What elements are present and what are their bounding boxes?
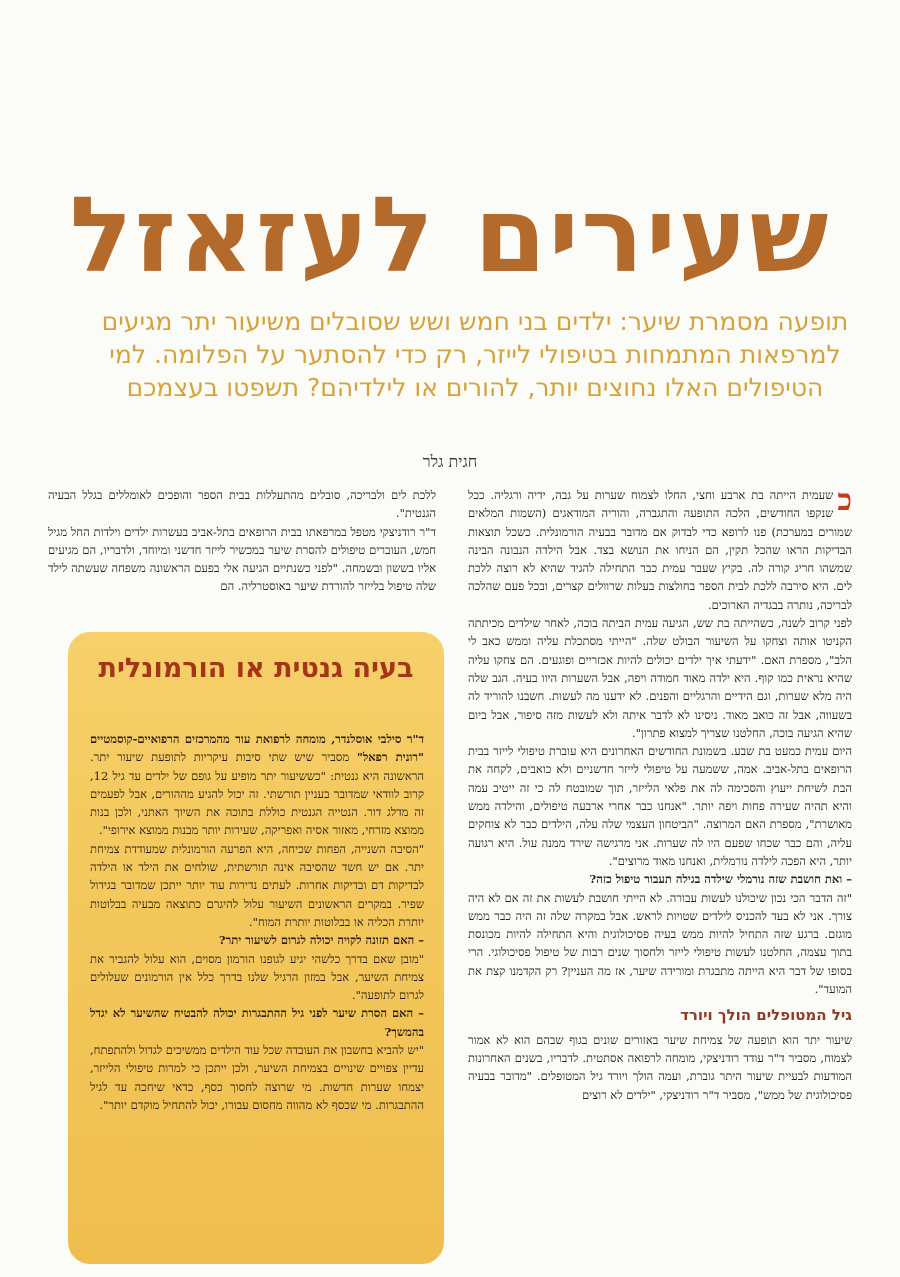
paragraph: "זה הדבר הכי נכון שיכולנו לעשות עבורה. לא הייתי חושבת לעשות את זה אם לא היה צורך. אני לא בעד להכניס לילדים שטויות לראש. אבל במקרה שלה זה היה כבר ממש מוגזם. ברגע שזה התחיל להיות ממש בעיה פסיכולוגית והיא התחילה להיות מכונסת בתוך עצמה, החלטנו לעשות טיפולי לייזר ולחסוך שנים רבות של טיפול פסיכולוגי. הרי בסופו של דבר היא הייתה מתבגרת ומורידה שיער, אז מה העניין? רק הקדמנו קצת את המועד". [468,890,852,997]
paragraph: ללכת לים ולבריכה, סובלים מהתעללות בבית הספר והופכים לאומללים בגלל הבעיה הגנטית". [48,488,436,521]
drop-cap: כ [837,486,852,518]
paragraph: ד"ר סילבי אוסלנדר, מומחה לרפואת עור מהמרכזים הרפואיים-קוסמטיים "רונית רפאל" מסביר שיש שתי סיבות עיקריות לתופעת שיעור יתר. הראשונה היא גנטית: "כששיעור יתר מופיע על גופם של ילדים עד גיל 12, קרוב לוודאי שמדובר בעניין תורשתי. זה יכול להגיע מההורים, אבל לפעמים זה מדלג דור. הנטייה הגנטית כוללת בתוכה את השיוך האתני, ולכן בנות ממוצא מזרחי, מאזור אסיה ואפריקה, שעירות יותר מבנות ממוצא אירופי". [90,732,424,838]
article-column-right [468,486,852,1266]
sidebar-intro: ד"ר סילבי אוסלנדר, מומחה לרפואת עור מהמרכזים הרפואיים-קוסמטיים "רונית רפאל" [90,732,424,765]
interview-question: – האם תזונה לקויה יכולה לגרום לשיעור יתר? [218,933,424,948]
paragraph: "הסיבה השנייה, הפחות שכיחה, היא הפרעה הורמונלית שמעודדת צמיחת יתר. אם יש חשד שהסיבה אינה תורשתית, שולחים את הילד או הילדה לבדיקות דם ובדיקות אחרות. לעתים נדירות עוד יותר ייתכן שמדובר בגידול שפיר. במקרים הראשונים השיעור עלול להיגרם כתוצאה מבעיה בבלוטות יותרת הכליה או בבלוטות יותרת המוח". [90,841,424,929]
sidebar-body [90,730,424,1250]
article-column-left [48,486,436,622]
section-subtitle: גיל המטופלים הולך ויורד [680,1006,852,1025]
paragraph: שיעור יתר הוא תופעה של צמיחת שיער באזורים שונים בגוף שבהם הוא לא אמור לצמוח, מסביר ד"ר עודד רודניצקי, מומחה לרפואה אסתטית. לדבריו, בשנים האחרונות המודעות לבעיית שיעור היתר גוברת, ועמה הולך ויורד גיל המטופלים. "מדובר בבעיה פסיכולוגית של ממש", מסביר ד"ר רודניצקי, "ילדים לא רוצים [468,1032,852,1102]
paragraph: "מובן שאם בדרך כלשהי יגיע לגופנו הורמון מסוים, הוא עלול להגביר את צמיחת השיער, אבל במזון הרגיל שלנו בדרך כלל אין הורמונים שעלולים לגרום לתופעה". [90,951,424,1003]
sidebar-title: בעיה גנטית או הורמונלית [98,653,414,684]
paragraph: כ שעמית הייתה בת ארבע וחצי, החלו לצמוח שערות על גבה, ידיה ורגליה. ככל שנקפו החודשים, הלכה התופעה והתגברה, והוריה המודאגים (השמות המלאים שמורים במערכת) פנו לרופא כדי לבדוק אם מדובר בבעיה הורמונלית. כשכל תוצאות הבדיקות הראו שהכל תקין, הם הניחו את הנושא בצד. אבל הילדה הנבונה הבינה שמשהו חריג קורה לה. בקיץ שעבר עמית כבר התחילה להגיד שהיא לא רוצה ללכת לים. היא סירבה ללכת לבית הספר בחולצות בעלות שרוולים קצרים, ובכל פעם שהלכה לבריכה, נותרה בבגדיה הארוכים. [468,486,852,612]
author-byline: חגית גלר [422,452,478,471]
article-headline: שעירים לעזאזל [69,174,831,296]
sidebar-box [68,632,444,1264]
interview-question: – האם הסרת שיער לפני גיל ההתבגרות יכולה להבטיח שהשיער לא יגדל בהמשך? [90,1006,424,1039]
paragraph: ד"ר רודניצקי מטפל במרפאתו בבית הרופאים בתל-אביב בעשרות ילדים וילדות החל מגיל חמש, העוברים טיפולים להסרת שיער במכשיר לייזר חדשני ומיוחד, ולדבריו, הם מגיעים אליו בששון ובשמחה. "לפני כשנתיים הגיעה אלי בפעם הראשונה משפחה שעשתה לילד שלה טיפול בלייזר להורדת שיער באוסטרליה. הם [48,524,436,594]
paragraph: היום עמית כמעט בת שבע. בשמונת החודשים האחרונים היא עוברת טיפולי לייזר בבית הרופאים בתל-אביב. אמה, ששמעה על טיפולי לייזר חדשניים ולא כואבים, לקחה את הבת לשיחת ייעוץ והסכימה לה את פלאי הלייזר, תוך שמובטח לה כי זה ייטיב עמה והיא תהיה שעירה פחות ויפה יותר. "אנחנו כבר אחרי ארבעה טיפולים, והילדה ממש מאושרת", מספרת האם המרוצה. "הביטחון העצמי שלה עלה, הילדים כבר לא צוחקים עליה, והם כבר שכחו שפעם היו לה שערות. אני מרגישה שירד ממנה עול. היא רגועה יותר, היא הפכה לילדה נורמלית, ואנחנו מאוד מרוצים". [468,744,852,868]
interview-question: – ואת חושבת שזה נורמלי שילדה בגילה תעבור טיפול כזה? [589,872,852,887]
paragraph: "יש להביא בחשבון את העובדה שכל עוד הילדים ממשיכים לגדול ולהתפתח, עדיין צפויים שינויים בצמיחת השיער, ולכן ייתכן כי למרות טיפולי הלייזר, יצמחו שערות חדשות. מי שרוצה לחסוך כסף, כדאי שיחכה עד לגיל ההתבגרות. מי שכסף לא מהווה מחסום עבורו, יכול להתחיל מוקדם יותר". [90,1043,424,1112]
paragraph: לפני קרוב לשנה, כשהייתה בת שש, הגיעה עמית הביתה בוכה, לאחר שילדים מכיתתה הקניטו אותה וצחקו על השיעור הבולט שלה. "הייתי מסתכלת עליה וממש כאב לי הלב", מספרת האם. "ידעתי איך ילדים יכולים להיות אכזריים ופוגעים. הם צחקו עליה שהיא נראית כמו קוף. היא ילדה מאוד חמודה ויפה, אבל השערות היוו בעיה. הגב שלה היה מלא שערות, וגם הידיים והרגליים והפנים. לא ידענו מה לעשות. חשבנו להוריד לה בשעווה, אבל זה כואב מאוד. ניסינו לא לדבר איתה ולא לעשות מזה סיפור, אבל ביום שהיא הגיעה בוכה, החלטנו שצריך למצוא פתרון". [468,616,852,740]
article-subheadline: תופעה מסמרת שיער: ילדים בני חמש ושש שסובלים משיעור יתר מגיעים למרפאות המתמחות בטיפולי לייזר, רק כדי להסתער על הפלומה. למי הטיפולים האלו נחוצים יותר, להורים או לילדיהם? תשפטו בעצמכם [101,307,849,402]
